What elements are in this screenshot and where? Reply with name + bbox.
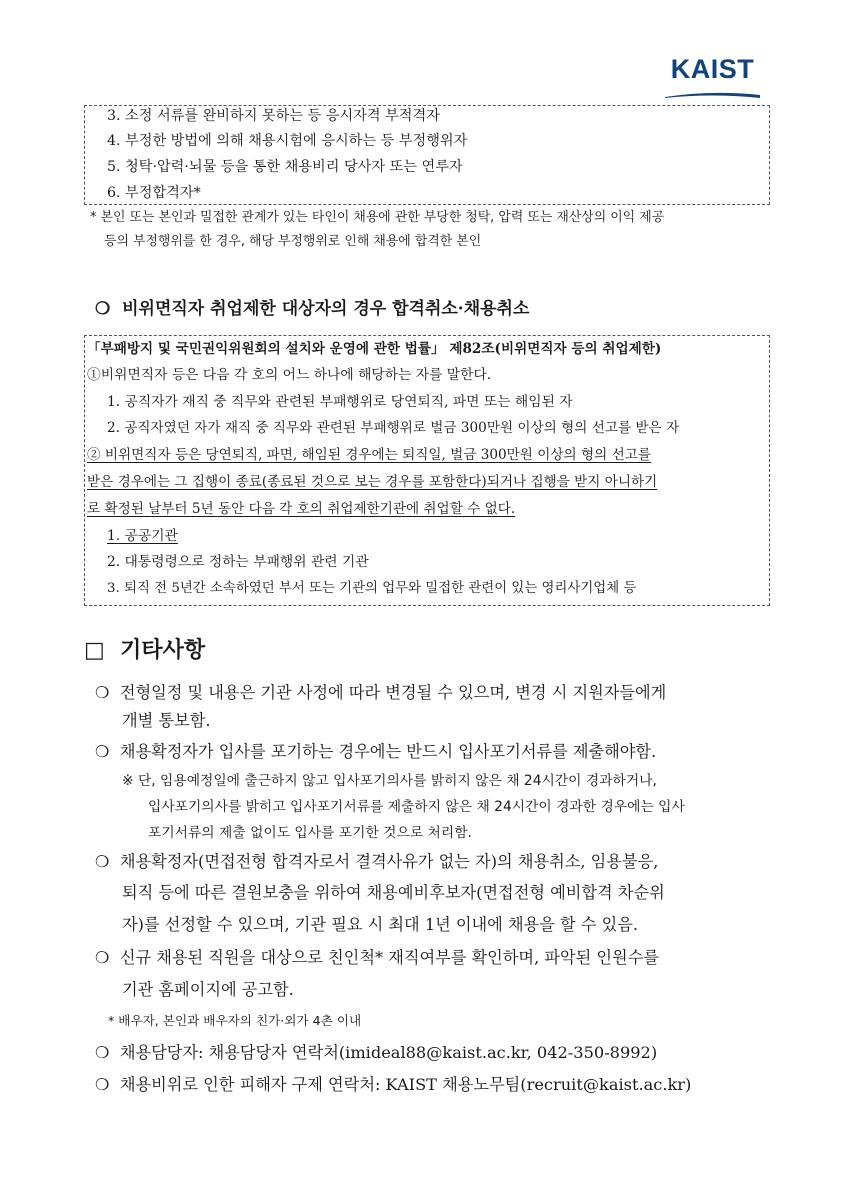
law-paragraph-underlined: 받은 경우에는 그 집행이 종료(종료된 것으로 보는 경우를 포함한다)되거나 집행을 받지 아니하기	[87, 474, 658, 490]
bullet-text: 전형일정 및 내용은 기관 사정에 따라 변경될 수 있으며, 변경 시 지원자들에게	[119, 683, 667, 702]
law-item: 2. 대통령령으로 정하는 부패행위 관련 기관	[107, 554, 369, 570]
bullet-text: 채용확정자(면접전형 합격자로서 결격사유가 없는 자)의 채용취소, 임용불응,	[119, 852, 659, 871]
logo-swoosh-icon	[665, 92, 760, 98]
kaist-logo	[665, 56, 760, 90]
bullet-text: 채용담당자: 채용담당자 연락처(imideal88@kaist.ac.kr, 042-350-8992)	[119, 1043, 658, 1062]
law-item-underlined: 1. 공공기관	[107, 528, 178, 544]
list-item: 5. 청탁·압력·뇌물 등을 통한 채용비리 당사자 또는 연루자	[107, 159, 463, 175]
bullet-item	[95, 946, 659, 970]
bullet-text-continued: 개별 통보함.	[122, 711, 211, 730]
circle-bullet-icon: ❍	[95, 742, 110, 761]
logo-text: KAIST	[670, 54, 755, 84]
law-paragraph-underlined: 로 확정된 날부터 5년 동안 다음 각 호의 취업제한기관에 취업할 수 없다.	[87, 501, 516, 517]
footnote-line: * 본인 또는 본인과 밀접한 관계가 있는 타인이 채용에 관한 부당한 청탁, 압력 또는 재산상의 이익 제공	[90, 210, 665, 225]
bullet-note: * 배우자, 본인과 배우자의 친가·외가 4촌 이내	[108, 1013, 362, 1028]
bullet-note: ※ 단, 임용예정일에 출근하지 않고 입사포기의사를 밝히지 않은 채 24시간이 경과하거나,	[122, 773, 657, 789]
section-heading-misc	[84, 637, 205, 665]
section-title: 기타사항	[120, 638, 206, 663]
list-item: 6. 부정합격자*	[107, 185, 201, 201]
law-paragraph: ①비위면직자 등은 다음 각 호의 어느 하나에 해당하는 자를 말한다.	[87, 367, 492, 383]
bullet-item	[95, 681, 666, 705]
law-paragraph-underlined: ② 비위면직자 등은 당연퇴직, 파면, 해임된 경우에는 퇴직일, 벌금 300만원 이상의 형의 선고를	[87, 447, 651, 463]
law-title: 「부패방지 및 국민권익위원회의 설치와 운영에 관한 법률」 제82조(비위면직자 등의 취업제한)	[87, 341, 662, 357]
list-item: 4. 부정한 방법에 의해 채용시험에 응시하는 등 부정행위자	[107, 133, 468, 149]
law-item: 2. 공직자였던 자가 재직 중 직무와 관련된 부패행위로 벌금 300만원 이상의 형의 선고를 받은 자	[107, 420, 680, 436]
bullet-text-continued: 자)를 선정할 수 있으며, 기관 필요 시 최대 1년 이내에 채용을 할 수 있음.	[122, 915, 638, 934]
law-item: 1. 공직자가 재직 중 직무와 관련된 부패행위로 당연퇴직, 파면 또는 해임된 자	[107, 394, 573, 410]
bullet-text-continued: 기관 홈페이지에 공고함.	[122, 980, 294, 999]
section-title: 비위면직자 취업제한 대상자의 경우 합격취소·채용취소	[122, 299, 530, 319]
bullet-item	[95, 740, 656, 764]
bullet-item-victim-contact	[95, 1073, 691, 1097]
circle-bullet-icon: ❍	[95, 683, 110, 702]
law-item: 3. 퇴직 전 5년간 소속하였던 부서 또는 기관의 업무와 밀접한 관련이 있는 영리사기업체 등	[107, 581, 637, 596]
bullet-text: 신규 채용된 직원을 대상으로 친인척* 재직여부를 확인하며, 파악된 인원수를	[119, 948, 659, 967]
footnote-line: 등의 부정행위를 한 경우, 해당 부정행위로 인해 채용에 합격한 본인	[104, 234, 482, 249]
bullet-text: 채용비위로 인한 피해자 구제 연락처: KAIST 채용노무팀(recruit@kaist.ac.kr)	[119, 1075, 692, 1094]
bullet-text: 채용확정자가 입사를 포기하는 경우에는 반드시 입사포기서류를 제출해야함.	[119, 742, 657, 761]
circle-bullet-icon: ❍	[95, 852, 110, 871]
bullet-item-contact	[95, 1041, 657, 1065]
circle-bullet-icon: ❍	[95, 1075, 110, 1094]
bullet-note: 입사포기의사를 밝히고 입사포기서류를 제출하지 않은 채 24시간이 경과한 경우에는 입사	[148, 799, 685, 815]
section-heading-disqualified-officials	[95, 297, 529, 321]
circle-bullet-icon: ❍	[95, 948, 110, 967]
bullet-item	[95, 850, 658, 874]
square-bullet-icon: □	[84, 638, 105, 663]
bullet-text-continued: 퇴직 등에 따른 결원보충을 위하여 채용예비후보자(면접전형 예비합격 차순위	[122, 883, 665, 902]
list-item: 3. 소정 서류를 완비하지 못하는 등 응시자격 부적격자	[107, 108, 440, 124]
bullet-note: 포기서류의 제출 없이도 입사를 포기한 것으로 처리함.	[148, 825, 472, 841]
circle-bullet-icon: ❍	[95, 299, 111, 319]
circle-bullet-icon: ❍	[95, 1043, 110, 1062]
